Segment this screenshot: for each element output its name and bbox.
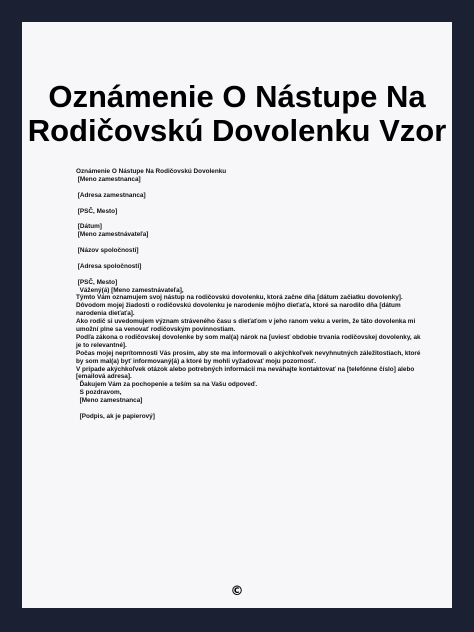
title-line-1: Oznámenie O Nástupe Na: [48, 79, 426, 114]
letter-date: [Dátum]: [76, 223, 102, 231]
title-line-2: Rodičovskú Dovolenku Vzor: [27, 113, 447, 148]
body-paragraph: Týmto Vám oznamujem svoj nástup na rodičovskú dovolenku, ktorá začne dňa [dátum začiatku dovolenky].: [76, 294, 403, 302]
document-page: [22, 22, 452, 608]
body-paragraph: Ako rodič si uvedomujem význam stráveného času s dieťaťom v jeho ranom veku a verím, že táto dovolenka mi umožní plne sa venovať rodičovským povinnostiam.: [76, 318, 418, 334]
body-paragraph: Počas mojej neprítomnosti Vás prosím, aby ste ma informovali o akýchkoľvek nevyhnutných záležitostiach, ktoré by som mal(a) byť informovaný(á) a ktoré by mohli vyžadovať moju pozornosť.: [76, 349, 423, 365]
letter-body: [76, 168, 421, 421]
body-paragraph: Podľa zákona o rodičovskej dovolenke by som mal(a) nárok na [uviesť obdobie trvania rodičovskej dovolenky, ak je to relevantné].: [76, 333, 423, 349]
company-zip-city: [PSČ, Mesto]: [76, 278, 118, 286]
signature-line: [Podpis, ak je papierový]: [76, 412, 155, 420]
company-address: [Adresa spoločnosti]: [76, 262, 142, 270]
signer-name: [Meno zamestnanca]: [76, 397, 143, 405]
employee-address: [Adresa zamestnanca]: [76, 191, 146, 199]
salutation: Vážený(á) [Meno zamestnávateľa],: [76, 286, 184, 294]
employer-name: [Meno zamestnávateľa]: [76, 231, 149, 239]
closing-line: S pozdravom,: [76, 389, 122, 397]
letter-heading: Oznámenie O Nástupe Na Rodičovskú Dovolenku: [76, 168, 227, 175]
employee-name: [Meno zamestnanca]: [76, 175, 141, 183]
employee-zip-city: [PSČ, Mesto]: [76, 207, 118, 215]
thanks-line: Ďakujem Vám za pochopenie a teším sa na Vašu odpoveď.: [76, 381, 258, 389]
body-paragraph: Dôvodom mojej žiadosti o rodičovskú dovolenku je narodenie môjho dieťaťa, ktoré sa narodilo dňa [dátum narodenia dieťaťa].: [76, 302, 403, 318]
company-name: [Názov spoločnosti]: [76, 247, 139, 254]
copyright-icon: ©: [230, 584, 244, 599]
page-title: [22, 80, 452, 148]
body-paragraph: V prípade akýchkoľvek otázok alebo potrebných informácií ma neváhajte kontaktovať na [telefónne číslo] alebo [emailová adresa].: [76, 365, 417, 381]
